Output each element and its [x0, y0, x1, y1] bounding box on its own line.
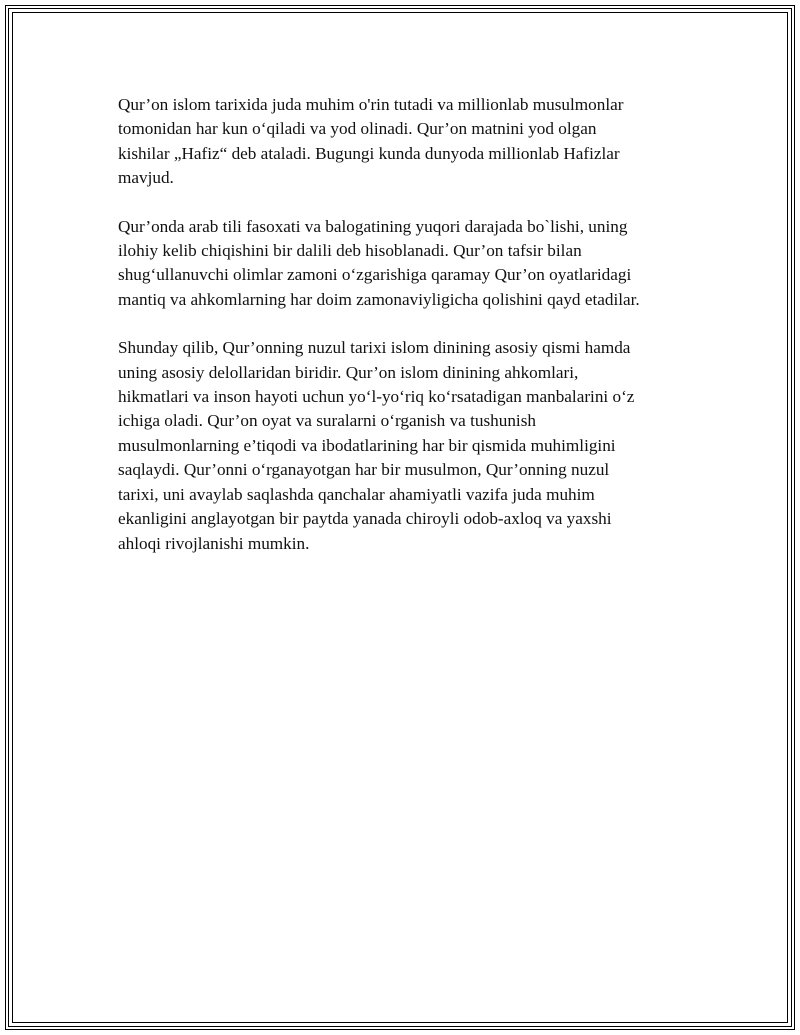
text-line: mavjud.	[118, 168, 174, 188]
text-line: tarixi, uni avaylab saqlashda qanchalar ahamiyatli vazifa juda muhim	[118, 484, 595, 504]
text-line: Qur’onda arab tili fasoxati va balogatining yuqori darajada bo`lishi, uning	[118, 216, 628, 236]
paragraph-1	[118, 93, 688, 191]
text-line: mantiq va ahkomlarning har doim zamonaviyligicha qolishini qayd etadilar.	[118, 289, 640, 309]
text-line: ekanligini anglayotgan bir paytda yanada chiroyli odob-axloq va yaxshi	[118, 509, 612, 529]
text-line: Qur’on islom tarixida juda muhim o'rin tutadi va millionlab musulmonlar	[118, 95, 624, 114]
text-line: shug‘ullanuvchi olimlar zamoni o‘zgarishiga qaramay Qur’on oyatlaridagi	[118, 265, 632, 285]
text-line: tomonidan har kun o‘qiladi va yod olinadi. Qur’on matnini yod olgan	[118, 119, 597, 139]
paragraph-2	[118, 215, 688, 313]
text-line: ilohiy kelib chiqishini bir dalili deb hisoblanadi. Qur’on tafsir bilan	[118, 241, 582, 261]
text-line: Shunday qilib, Qur’onning nuzul tarixi islom dinining asosiy qismi hamda	[118, 338, 631, 358]
text-line: ichiga oladi. Qur’on oyat va suralarni o‘rganish va tushunish	[118, 411, 536, 431]
text-line: musulmonlarning e’tiqodi va ibodatlarining har bir qismida muhimligini	[118, 435, 616, 455]
document-body	[118, 93, 688, 580]
text-line: uning asosiy delollaridan biridir. Qur’on islom dinining ahkomlari,	[118, 362, 579, 382]
paragraph-3	[118, 336, 688, 556]
text-line: kishilar „Hafiz“ deb ataladi. Bugungi kunda dunyoda millionlab Hafizlar	[118, 143, 620, 163]
text-line: hikmatlari va inson hayoti uchun yo‘l-yo‘riq ko‘rsatadigan manbalarini o‘z	[118, 387, 635, 407]
text-line: ahloqi rivojlanishi mumkin.	[118, 533, 310, 553]
text-line: saqlaydi. Qur’onni o‘rganayotgan har bir musulmon, Qur’onning nuzul	[118, 460, 610, 480]
